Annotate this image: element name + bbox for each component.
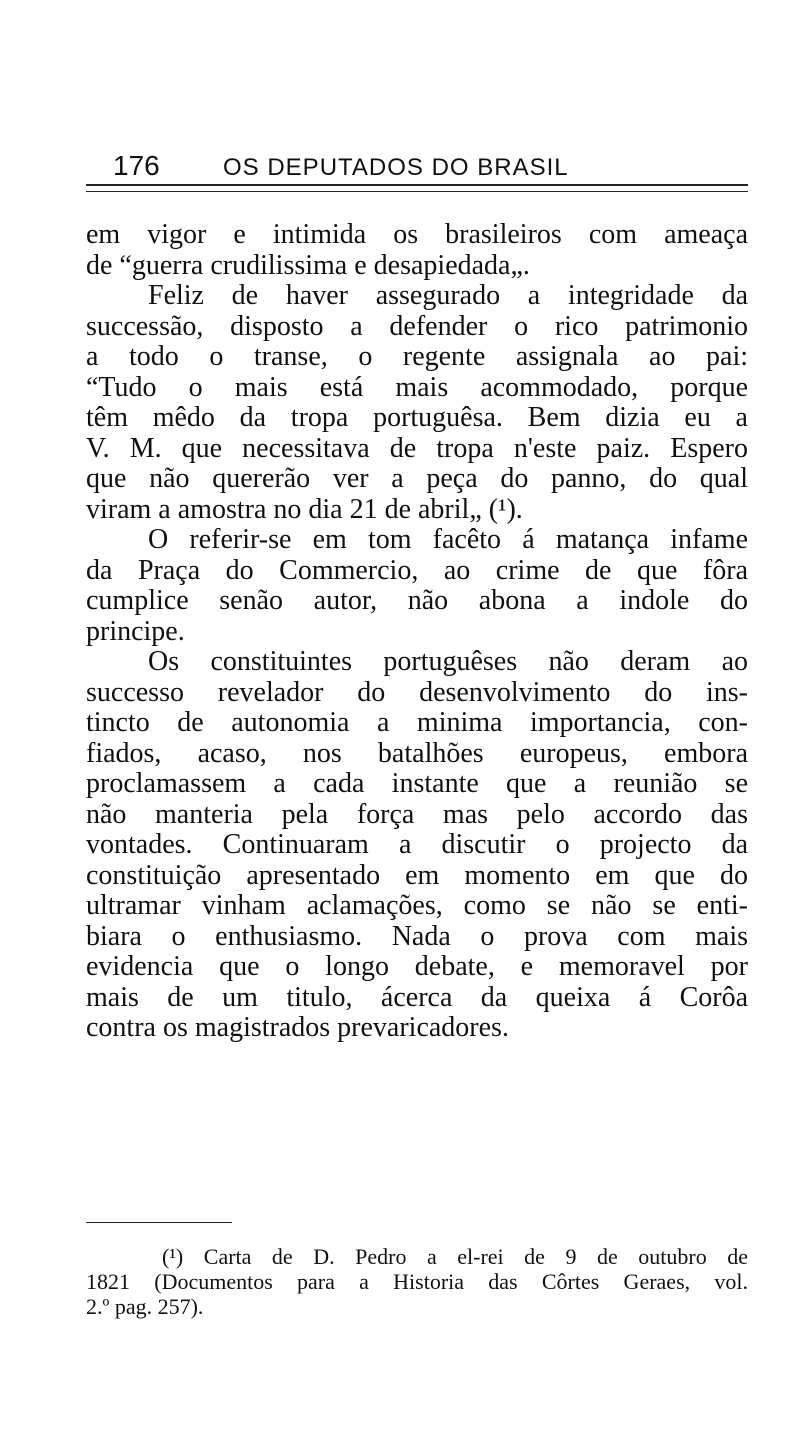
text-line: principe. xyxy=(86,616,185,647)
text-line: ultramar vinham aclamações, como se não se enti- xyxy=(86,891,748,921)
text-line: não manteria pela força mas pelo accordo das xyxy=(86,799,748,830)
footnote xyxy=(86,1244,748,1319)
page-number: 176 xyxy=(113,150,160,181)
text-line: cumplice senão autor, não abona a indole do xyxy=(86,586,748,616)
text-line: successo revelador do desenvolvimento do ins- xyxy=(86,677,748,708)
header-rule-bottom xyxy=(86,191,748,192)
page-heading: OS DEPUTADOS DO BRASIL xyxy=(223,154,569,181)
header-rule-top xyxy=(86,184,748,186)
body-text xyxy=(86,220,748,1044)
text-line: “Tudo o mais está mais acommodado, porque xyxy=(86,372,748,403)
footnote-line: 2.º pag. 257). xyxy=(86,1294,204,1319)
running-head xyxy=(113,146,633,186)
text-line: constituição apresentado em momento em que do xyxy=(86,860,748,891)
footnote-separator xyxy=(86,1222,232,1223)
text-line: fiados, acaso, nos batalhões europeus, embora xyxy=(86,738,748,769)
text-line: a todo o transe, o regente assignala ao pai: xyxy=(86,342,748,372)
text-line: em vigor e intimida os brasileiros com ameaça xyxy=(86,220,748,250)
text-line: mais de um titulo, ácerca da queixa á Corôa xyxy=(86,982,748,1013)
text-line: Os constituintes portuguêses não deram ao xyxy=(148,647,748,677)
text-line: contra os magistrados prevaricadores. xyxy=(86,1013,509,1043)
text-line: successão, disposto a defender o rico patrimonio xyxy=(86,311,748,342)
text-line: vontades. Continuaram a discutir o projecto da xyxy=(86,830,748,860)
text-line: de “guerra crudilissima e desapiedada„. xyxy=(86,250,530,281)
text-line: O referir-se em tom facêto á matança infame xyxy=(148,525,748,555)
text-line: que não quererão ver a peça do panno, do qual xyxy=(86,464,748,494)
text-line: Feliz de haver assegurado a integridade da xyxy=(148,281,748,311)
footnote-line: (¹) Carta de D. Pedro a el-rei de 9 de outubro de xyxy=(162,1244,748,1269)
text-line: viram a amostra no dia 21 de abril„ (¹). xyxy=(86,494,523,525)
text-line: têm mêdo da tropa portuguêsa. Bem dizia eu a xyxy=(86,403,748,433)
text-line: evidencia que o longo debate, e memoravel por xyxy=(86,952,748,982)
text-line: tincto de autonomia a minima importancia, con- xyxy=(86,708,748,738)
footnote-line: 1821 (Documentos para a Historia das Côrtes Geraes, vol. xyxy=(86,1269,748,1294)
text-line: V. M. que necessitava de tropa n'este paiz. Espero xyxy=(86,433,748,464)
text-line: da Praça do Commercio, ao crime de que fôra xyxy=(86,555,748,586)
text-line: proclamassem a cada instante que a reunião se xyxy=(86,769,748,799)
text-line: biara o enthusiasmo. Nada o prova com mais xyxy=(86,921,748,952)
